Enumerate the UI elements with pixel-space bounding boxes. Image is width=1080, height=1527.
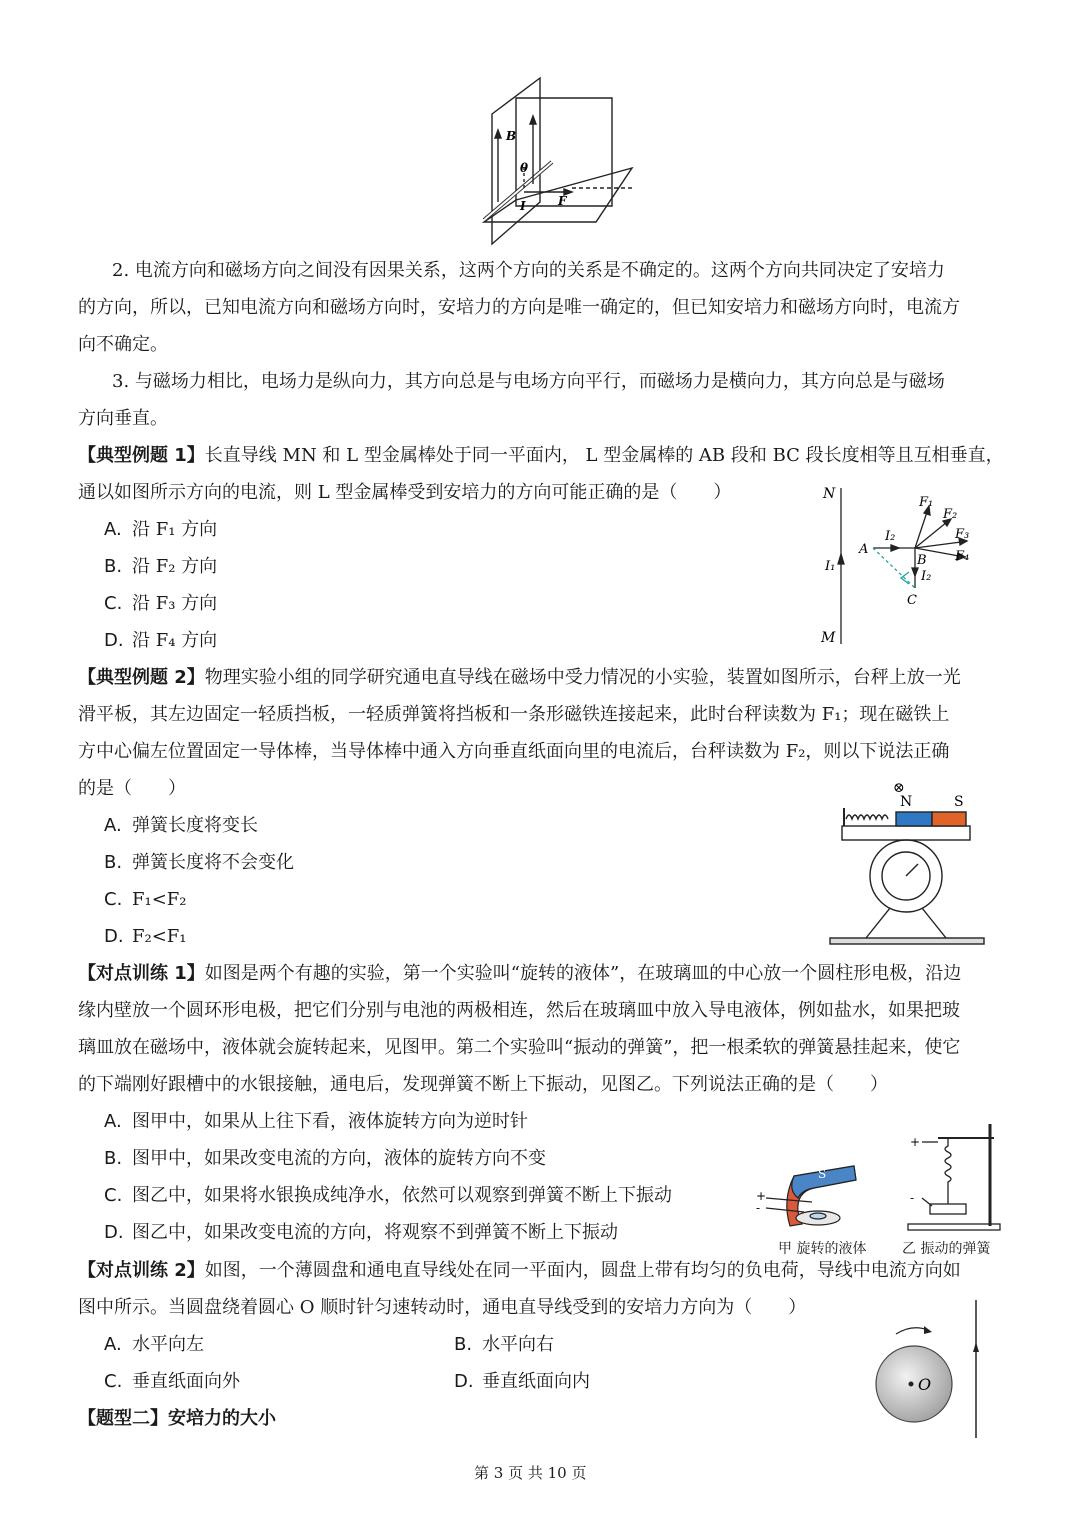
option-text: 图甲中，如果改变电流的方向，液体的旋转方向不变 (132, 1148, 546, 1169)
ground-base (830, 938, 984, 944)
option-label: A. (104, 815, 122, 836)
spring (846, 815, 888, 819)
wire-l-rod-figure (815, 480, 995, 650)
scale-magnet-figure (826, 776, 988, 950)
example1-option-c[interactable] (104, 585, 217, 622)
section-heading: 【题型二】安培力的大小 (78, 1408, 276, 1429)
option-label: D. (454, 1371, 474, 1392)
label-f: F (558, 194, 567, 208)
option-label: D. (104, 926, 124, 947)
label-minus: - (910, 1191, 915, 1205)
dial-needle (906, 864, 918, 876)
training2-option-a[interactable] (104, 1326, 204, 1363)
caption-vibrating-spring: 乙 振动的弹簧 (902, 1241, 991, 1257)
rotation-arrow (896, 1328, 928, 1334)
label-minus: - (756, 1201, 761, 1215)
smooth-board (842, 826, 970, 840)
option-label: B. (104, 556, 123, 577)
example1-tag: 【典型例题 1】 (78, 445, 205, 466)
label-i1: I₁ (825, 559, 836, 574)
label-n: N (823, 486, 836, 502)
label-m: M (821, 630, 836, 646)
option-label: A. (104, 1111, 122, 1132)
training2-stem-line1 (78, 1252, 961, 1289)
label-c: C (907, 593, 917, 608)
label-s: S (818, 1167, 827, 1181)
caption-rotating-liquid: 甲 旋转的液体 (778, 1241, 867, 1257)
disk-wire-figure (866, 1296, 990, 1442)
option-text: 图乙中，如果改变电流的方向，将观察不到弹簧不断上下振动 (132, 1222, 618, 1243)
rotating-liquid-figure (752, 1160, 892, 1240)
option-label: A. (104, 1334, 122, 1355)
current-into-page-icon: ⊗ (893, 780, 905, 796)
label-i2-side: I₂ (921, 569, 932, 584)
label-s: S (954, 794, 964, 810)
option-label: D. (104, 1222, 124, 1243)
example2-option-c[interactable] (104, 881, 187, 918)
option-label: C. (104, 593, 123, 614)
option-text: 图乙中，如果将水银换成纯净水，依然可以观察到弹簧不断上下振动 (132, 1185, 672, 1206)
option-text: 沿 F₃ 方向 (132, 593, 218, 614)
training2-option-d[interactable] (454, 1363, 590, 1400)
option-text: F₂<F₁ (132, 926, 187, 947)
example2-stem-line4: 的是（ ） (78, 778, 186, 799)
label-a: A (859, 542, 869, 557)
label-f1: F₁ (919, 495, 934, 510)
training2-stem-line2: 图中所示。当圆盘绕着圆心 O 顺时针匀速转动时，通电直导线受到的安培力方向为（ ） (78, 1297, 807, 1318)
label-plus: + (910, 1135, 921, 1149)
training1-stem-line4: 的下端刚好跟槽中的水银接触，通电后，发现弹簧不断上下振动，见图乙。下列说法正确的是（ ） (78, 1074, 888, 1095)
label-f3: F₃ (955, 527, 970, 542)
training2-line1-text: 如图，一个薄圆盘和通电直导线处在同一平面内，圆盘上带有均匀的负电荷，导线中电流方向如 (204, 1260, 961, 1281)
training1-option-b[interactable] (104, 1140, 546, 1177)
option-label: C. (104, 1185, 123, 1206)
training2-option-b[interactable] (454, 1326, 554, 1363)
scale-leg-right (922, 908, 946, 938)
option-label: A. (104, 519, 122, 540)
label-b: B (917, 553, 927, 568)
example2-stem-line3: 方中心偏左位置固定一导体棒，当导体棒中通入方向垂直纸面向里的电流后，台秤读数为 F₂，则以下说法正确 (78, 741, 950, 762)
example2-option-b[interactable] (104, 844, 294, 881)
stand-base (908, 1224, 1000, 1230)
option-text: 沿 F₂ 方向 (132, 556, 218, 577)
option-text: 弹簧长度将变长 (132, 815, 258, 836)
label-n: N (900, 794, 913, 810)
option-text: 水平向左 (132, 1334, 204, 1355)
training1-stem-line2: 缘内壁放一个圆环形电极，把它们分别与电池的两极相连，然后在玻璃皿中放入导电液体，例如盐水，如果把玻 (78, 1000, 960, 1021)
training1-line1-text: 如图是两个有趣的实验，第一个实验叫“旋转的液体”，在玻璃皿的中心放一个圆柱形电极，沿边 (204, 963, 962, 984)
option-text: 垂直纸面向外 (132, 1371, 240, 1392)
example1-stem-line2: 通以如图所示方向的电流，则 L 型金属棒受到安培力的方向可能正确的是（ ） (78, 482, 732, 503)
option-text: 图甲中，如果从上往下看，液体旋转方向为逆时针 (132, 1111, 528, 1132)
label-o: O (918, 1375, 932, 1394)
example1-option-d[interactable] (104, 622, 217, 659)
example2-stem-line1 (78, 659, 961, 696)
option-text: 垂直纸面向内 (482, 1371, 590, 1392)
option-text: F₁<F₂ (132, 889, 187, 910)
training1-stem-line1 (78, 955, 961, 992)
para3-line2: 方向垂直。 (78, 408, 168, 429)
training1-option-c[interactable] (104, 1177, 672, 1214)
example2-option-a[interactable] (104, 807, 258, 844)
example2-option-d[interactable] (104, 918, 187, 955)
training1-stem-line3: 璃皿放在磁场中，液体就会旋转起来，见图甲。第二个实验叫“振动的弹簧”，把一根柔软的弹簧悬挂起来，使它 (78, 1037, 961, 1058)
wire-minus (922, 1198, 932, 1206)
example2-tag: 【典型例题 2】 (78, 667, 205, 688)
training1-tag: 【对点训练 1】 (78, 963, 205, 984)
planes-force-figure (480, 72, 640, 252)
option-label: C. (104, 889, 123, 910)
example1-stem-line1 (78, 437, 1004, 474)
training1-option-a[interactable] (104, 1103, 528, 1140)
hanging-spring (945, 1138, 951, 1204)
option-label: B. (454, 1334, 473, 1355)
center-point (909, 1382, 914, 1387)
label-f4: F₄ (955, 549, 970, 564)
magnet-north (896, 812, 932, 826)
mercury-trough (930, 1204, 966, 1214)
label-f2: F₂ (943, 507, 958, 522)
magnet-south (932, 812, 966, 826)
example1-option-b[interactable] (104, 548, 217, 585)
option-label: B. (104, 1148, 123, 1169)
option-label: C. (104, 1371, 123, 1392)
example1-option-a[interactable] (104, 511, 217, 548)
option-text: 沿 F₁ 方向 (132, 519, 218, 540)
option-label: B. (104, 852, 123, 873)
label-b: B (506, 129, 517, 143)
label-plus: + (756, 1189, 767, 1203)
training2-tag: 【对点训练 2】 (78, 1260, 205, 1281)
training2-option-c[interactable] (104, 1363, 240, 1400)
para2-line3: 向不确定。 (78, 334, 168, 355)
option-text: 沿 F₄ 方向 (132, 630, 218, 651)
page-footer: 第 3 页 共 10 页 (474, 1464, 587, 1482)
example2-line1-text: 物理实验小组的同学研究通电直导线在磁场中受力情况的小实验，装置如图所示，台秤上放一光 (204, 667, 961, 688)
current-arrow (973, 1342, 979, 1352)
para2-line2: 的方向，所以，已知电流方向和磁场方向时，安培力的方向是唯一确定的，但已知安培力和磁场方向时，电流方 (78, 297, 960, 318)
charged-disk (876, 1346, 952, 1422)
option-text: 水平向右 (482, 1334, 554, 1355)
option-label: D. (104, 630, 124, 651)
para2-line1: 2. 电流方向和磁场方向之间没有因果关系，这两个方向的关系是不确定的。这两个方向共同决定了安培力 (112, 260, 945, 281)
label-i2-top: I₂ (885, 529, 896, 544)
training1-option-d[interactable] (104, 1214, 618, 1251)
para3-line1: 3. 与磁场力相比，电场力是纵向力，其方向总是与电场方向平行，而磁场力是横向力，其方向总是与磁场 (112, 371, 945, 392)
scale-leg-left (866, 908, 890, 938)
example1-line1-text: 长直导线 MN 和 L 型金属棒处于同一平面内， L 型金属棒的 AB 段和 BC 段长度相等且互相垂直， (204, 445, 1004, 466)
option-text: 弹簧长度将不会变化 (132, 852, 294, 873)
label-theta: θ (520, 161, 529, 175)
ac-dashed (873, 548, 915, 588)
example2-stem-line2: 滑平板，其左边固定一轻质挡板，一轻质弹簧将挡板和一条形磁铁连接起来，此时台秤读数为 F₁；现在磁铁上 (78, 704, 950, 725)
vibrating-spring-figure (902, 1118, 1006, 1236)
label-i: I (520, 199, 526, 213)
